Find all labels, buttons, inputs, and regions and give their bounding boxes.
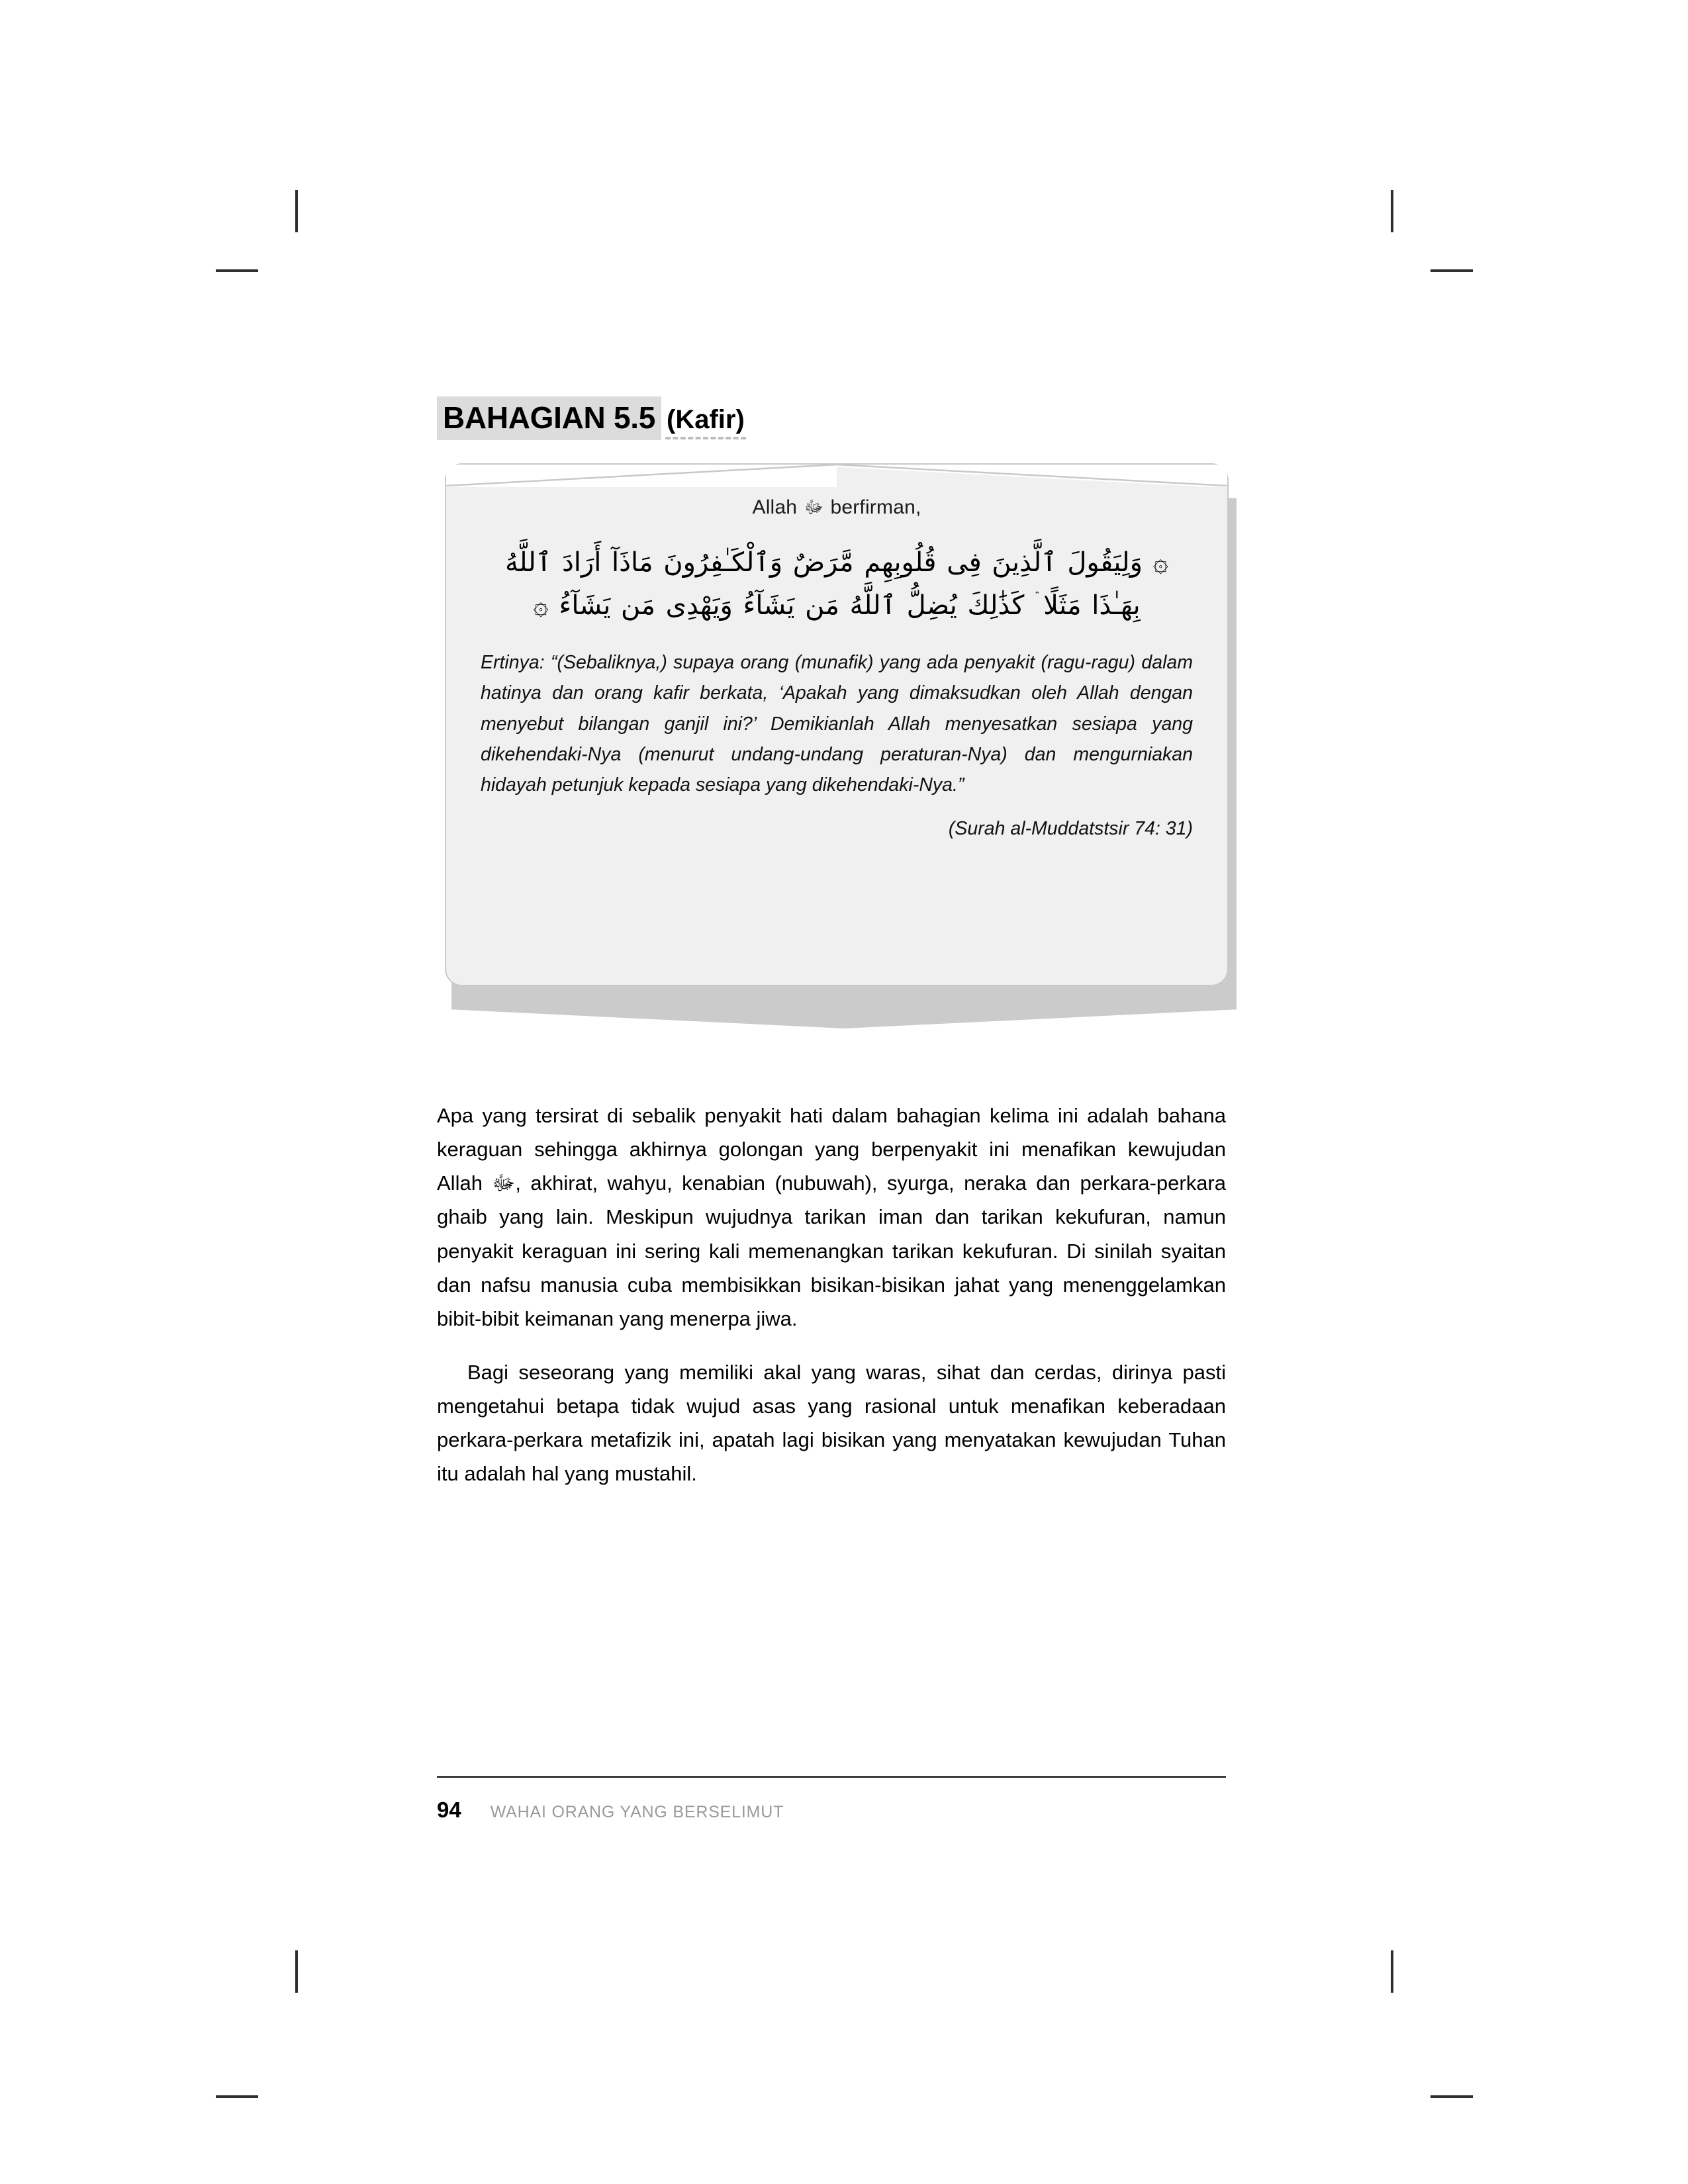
- crop-mark-top-right-horizontal: [1430, 269, 1473, 272]
- quote-callout-box: [445, 463, 1229, 986]
- quote-attribution-prefix: Allah: [752, 496, 798, 518]
- translation-text: “(Sebaliknya,) supaya orang (munafik) yang ada penyakit (ragu-ragu) dalam hatinya dan orang kafir berkata, ‘Apakah yang dimaksudkan oleh Allah dengan menyebut bilangan ganjil ini?’ Demikianlah Allah menyesatkan sesiapa yang dikehendaki-Nya (menurut undang-undang peraturan-Nya) dan mengurniakan hidayah petunjuk kepada sesiapa yang dikehendaki-Nya.”: [481, 651, 1193, 796]
- section-heading-label: BAHAGIAN 5.5: [437, 396, 661, 440]
- crop-mark-top-right-vertical: [1391, 190, 1393, 232]
- footer-divider: [437, 1776, 1226, 1778]
- crop-mark-bottom-left-vertical: [295, 1950, 298, 1993]
- quote-attribution-suffix: berfirman,: [830, 496, 921, 518]
- crop-mark-top-left-vertical: [295, 190, 298, 232]
- quran-verse-arabic: [481, 541, 1193, 627]
- body-text: [437, 1099, 1226, 1491]
- quran-verse-line-2: بِهَـٰذَا مَثَلًا ۛ كَذَٰلِكَ يُضِلُّ ٱللَّهُ مَن يَشَآءُ وَيَهْدِى مَن يَشَآءُ ۞: [533, 590, 1141, 621]
- page-content-area: [437, 0, 1231, 2184]
- quote-chevron-right-edge: [837, 465, 1227, 487]
- quote-callout: [445, 463, 1237, 986]
- crop-mark-top-left-horizontal: [216, 269, 258, 272]
- quote-attribution: [481, 496, 1193, 522]
- crop-mark-bottom-left-horizontal: [216, 2095, 258, 2098]
- quran-verse-source: (Surah al-Muddatstsir 74: 31): [948, 817, 1193, 839]
- quran-verse-line-1: ۞ وَلِيَقُولَ ٱلَّذِينَ فِى قُلُوبِهِم مَّرَضٌ وَٱلْكَـٰفِرُونَ مَاذَآ أَرَادَ ٱللَّهُ: [504, 547, 1169, 578]
- quran-verse-translation: [481, 647, 1193, 801]
- page-number: 94: [437, 1797, 461, 1822]
- translation-label: Ertinya:: [481, 651, 545, 673]
- crop-mark-bottom-right-horizontal: [1430, 2095, 1473, 2098]
- quote-chevron-left-edge: [446, 465, 837, 487]
- section-heading: [437, 402, 746, 433]
- subhanahu-wa-taala-icon: ﷻ: [804, 498, 824, 518]
- body-paragraph-2: Bagi seseorang yang memiliki akal yang waras, sihat dan cerdas, dirinya pasti mengetahui betapa tidak wujud asas yang rasional untuk menafikan keberadaan perkara-perkara metafizik ini, apatah lagi bisikan yang menyatakan kewujudan Tuhan itu adalah hal yang mustahil.: [437, 1360, 1226, 1486]
- section-heading-qualifier: (Kafir): [665, 405, 746, 439]
- crop-mark-bottom-right-vertical: [1391, 1950, 1393, 1993]
- body-paragraph-1: Apa yang tersirat di sebalik penyakit hati dalam bahagian kelima ini adalah bahana keraguan sehingga akhirnya golongan yang berpenyakit ini menafikan kewujudan Allah ﷻ, akhirat, wahyu, kenabian (nubuwah), syurga, neraka dan perkara-perkara ghaib yang lain. Meskipun wujudnya tarikan iman dan tarikan kekufuran, namun penyakit keraguan ini sering kali memenangkan tarikan kekufuran. Di sinilah syaitan dan nafsu manusia cuba membisikkan bisikan-bisikan jahat yang menenggelamkan bibit-bibit keimanan yang menerpa jiwa.: [437, 1104, 1226, 1330]
- page-footer: [437, 1797, 1226, 1823]
- running-head: WAHAI ORANG YANG BERSELIMUT: [490, 1803, 784, 1821]
